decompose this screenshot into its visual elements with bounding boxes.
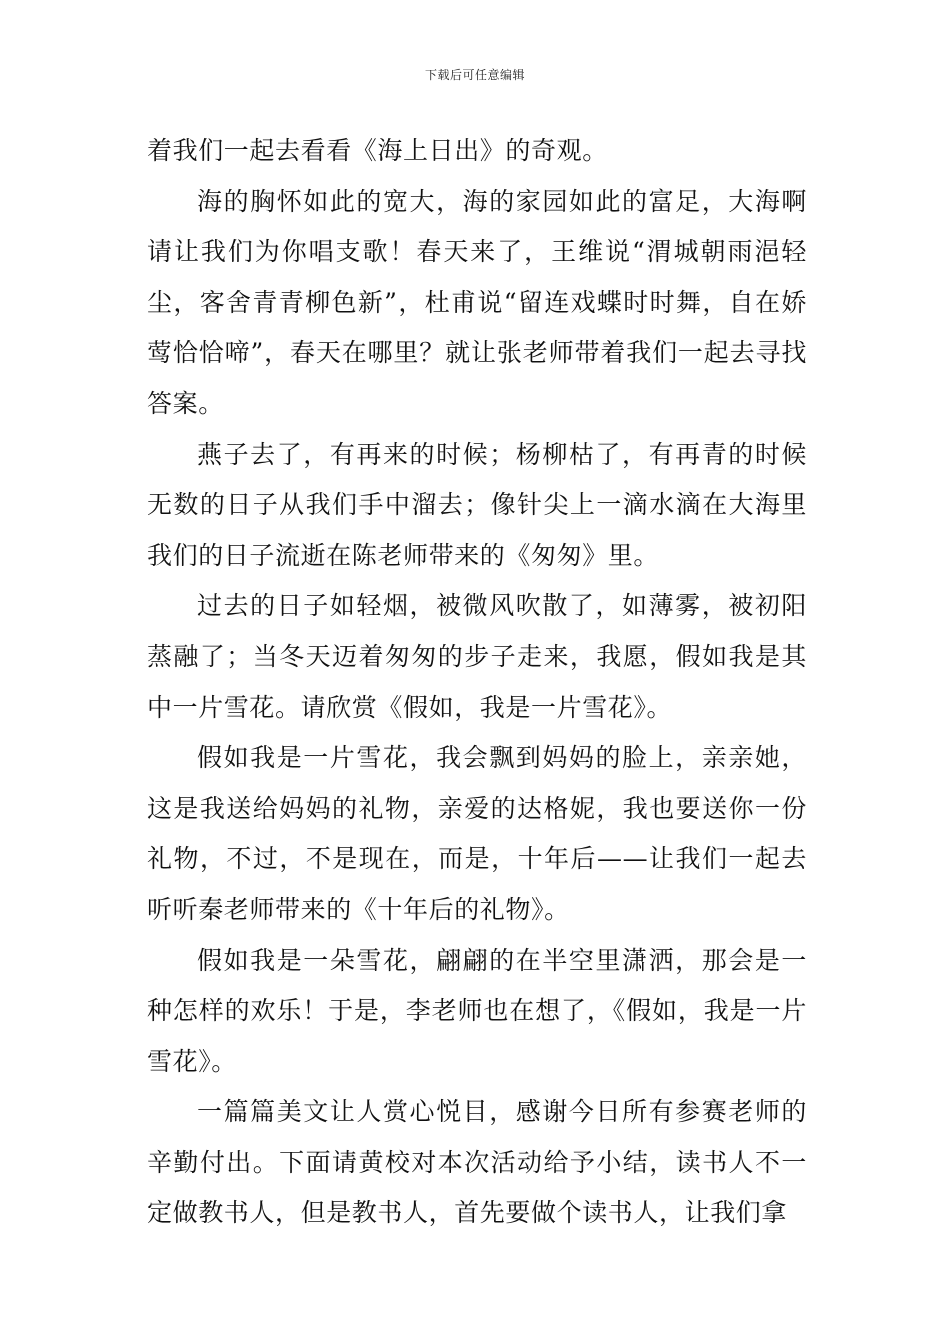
paragraph-7: 一篇篇美文让人赏心悦目，感谢今日所有参赛老师的辛勤付出。下面请黄校对本次活动给予小结，读书人不一定做教书人，但是教书人，首先要做个读书人，让我们拿: [147, 1097, 807, 1228]
paragraph-3: 燕子去了，有再来的时候；杨柳枯了，有再青的时候无数的日子从我们手中溜去；像针尖上一滴水滴在大海里我们的日子流逝在陈老师带来的《匆匆》里。: [147, 439, 807, 570]
document-body: [147, 126, 807, 1239]
paragraph-6: 假如我是一朵雪花，翩翩的在半空里潇洒，那会是一种怎样的欢乐！于是，李老师也在想了，《假如，我是一片雪花》。: [147, 945, 807, 1076]
paragraph-4: 过去的日子如轻烟，被微风吹散了，如薄雾，被初阳蒸融了；当冬天迈着匆匆的步子走来，我愿，假如我是其中一片雪花。请欣赏《假如，我是一片雪花》。: [147, 591, 807, 722]
paragraph-1: 着我们一起去看看《海上日出》的奇观。: [147, 136, 608, 165]
page-header-note: 下载后可任意编辑: [424, 68, 525, 82]
paragraph-2: 海的胸怀如此的宽大，海的家园如此的富足，大海啊请让我们为你唱支歌！春天来了，王维说“渭城朝雨浥轻尘，客舍青青柳色新”，杜甫说“留连戏蝶时时舞，自在娇莺恰恰啼”，春天在哪里？就让张老师带着我们一起去寻找答案。: [147, 186, 807, 418]
paragraph-5: 假如我是一片雪花，我会飘到妈妈的脸上，亲亲她，这是我送给妈妈的礼物，亲爱的达格妮，我也要送你一份礼物，不过，不是现在，而是，十年后——让我们一起去听听秦老师带来的《十年后的礼物》。: [147, 743, 807, 924]
